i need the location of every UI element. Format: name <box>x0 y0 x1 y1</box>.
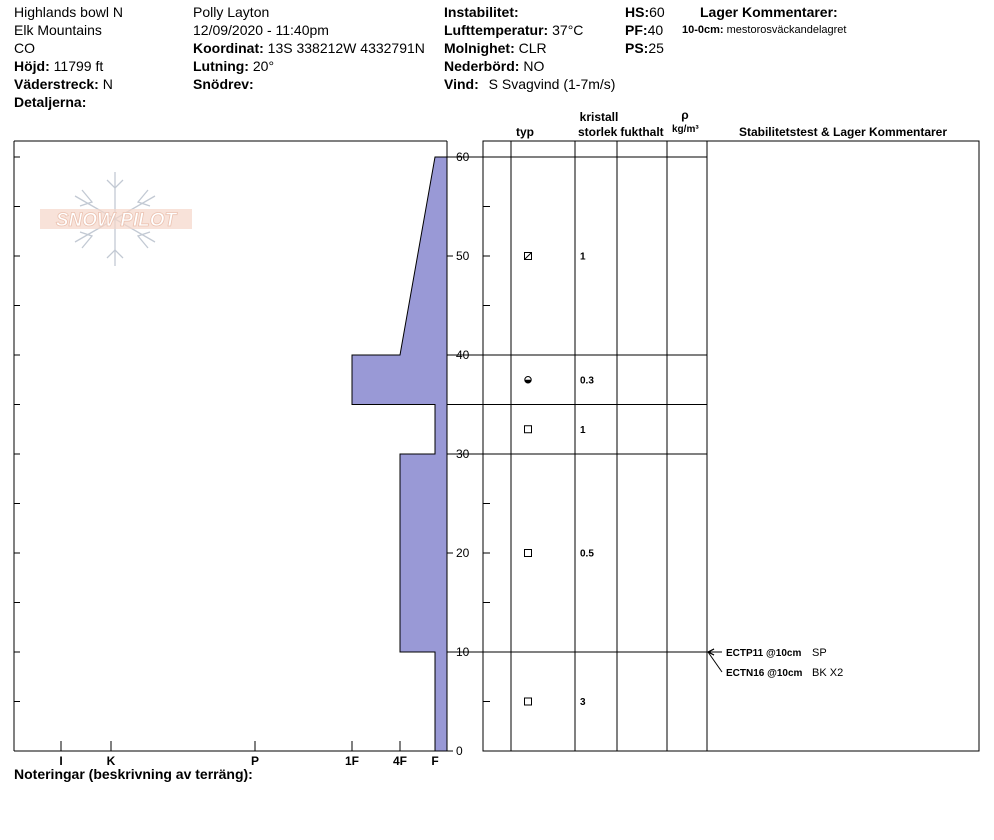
layer-row <box>525 252 587 263</box>
depth-tick-label: 60 <box>456 150 470 164</box>
ps-value: 25 <box>648 40 664 56</box>
depth-tick-label: 40 <box>456 348 470 362</box>
precip-label: Nederbörd: <box>444 58 520 74</box>
col-header-crystal: kristall <box>579 110 619 124</box>
grain-square <box>525 426 532 433</box>
hardness-profile <box>352 157 447 751</box>
layer-row <box>525 549 595 560</box>
faceted-icon <box>525 550 532 557</box>
state: CO <box>14 40 35 56</box>
layer-row <box>525 375 595 386</box>
observer: Polly Layton <box>193 4 270 20</box>
stability-tests <box>708 647 843 679</box>
pf-value: 40 <box>647 22 664 38</box>
slope-label: Lutning: <box>193 58 249 74</box>
hs-label: HS: <box>625 4 650 20</box>
coord-value: 13S 338212W 4332791N <box>267 40 425 56</box>
melt-form-icon <box>525 377 531 383</box>
layer-rows <box>525 252 595 709</box>
hardness-tick-label: P <box>250 754 260 768</box>
drift-label: Snödrev: <box>193 76 254 92</box>
faceted-icon <box>525 698 532 705</box>
stability-test <box>708 647 827 659</box>
grain-square <box>525 698 532 705</box>
wind-label: Vind: <box>444 76 479 92</box>
stability-test-note: BK X2 <box>812 667 844 679</box>
depth-tick-label: 10 <box>456 645 470 659</box>
hardness-axis <box>59 741 438 768</box>
airtemp-label: Lufttemperatur: <box>444 22 549 38</box>
cloud-value: CLR <box>518 40 547 56</box>
hardness-tick-label: F <box>431 754 439 768</box>
layer-comment-depth: 10-0cm: <box>682 24 724 36</box>
hardness-tick-label: 1F <box>344 754 360 768</box>
hardness-tick-label: 4F <box>392 754 408 768</box>
grain-square <box>525 550 532 557</box>
aspect-value: N <box>102 76 113 92</box>
snowpilot-logo <box>40 172 192 266</box>
slope-value: 20° <box>252 58 275 74</box>
grain-size: 0.5 <box>580 548 594 560</box>
logo-text: SNOW PILOT <box>55 210 177 231</box>
ps-label: PS: <box>625 40 649 56</box>
hardness-fill <box>352 157 447 751</box>
col-header-density-unit: kg/m³ <box>672 124 699 135</box>
mountain-range: Elk Mountains <box>14 22 102 38</box>
stability-test-note: SP <box>812 647 827 659</box>
precip-value: NO <box>523 58 545 74</box>
grain-size: 3 <box>580 697 586 708</box>
col-header-stability: Stabilitetstest & Lager Kommentarer <box>738 125 948 139</box>
layer-row <box>525 697 587 708</box>
col-header-size: storlek <box>578 125 618 139</box>
instability-label: Instabilitet: <box>444 4 519 20</box>
layer-row <box>525 425 587 436</box>
faceted-icon <box>525 426 532 433</box>
grain-size: 1 <box>580 424 586 436</box>
stability-test-label: ECTN16 @10cm <box>726 668 803 679</box>
datetime: 12/09/2020 - 11:40pm <box>193 22 329 38</box>
stability-pointer <box>708 652 722 672</box>
hardness-tick-label: I <box>59 754 63 768</box>
coord-label: Koordinat: <box>193 40 264 56</box>
col-header-moisture: fukthalt <box>620 125 664 139</box>
hardness-tick-label: K <box>106 754 116 768</box>
layer-boundaries <box>447 157 707 652</box>
hs-value: 60 <box>649 4 665 20</box>
airtemp-value: 37°C <box>552 22 584 38</box>
cloud-label: Molnighet: <box>444 40 515 56</box>
wind-value: S Svagvind (1-7m/s) <box>488 76 616 92</box>
col-header-type: typ <box>516 125 534 139</box>
location-name: Highlands bowl N <box>14 4 123 20</box>
faceted-rounded-icon <box>525 253 532 260</box>
elevation-value: 11799 ft <box>53 58 104 74</box>
depth-tick-label: 20 <box>456 546 470 560</box>
layer-comment-text: mestorosväckandelagret <box>726 24 847 36</box>
depth-tick-label: 50 <box>456 249 470 263</box>
stability-test-label: ECTP11 @10cm <box>726 648 802 659</box>
details-label: Detaljerna: <box>14 94 87 110</box>
depth-tick-label: 0 <box>456 744 463 758</box>
grain-diagonal <box>525 253 532 260</box>
layer-comments-title: Lager Kommentarer: <box>700 4 838 20</box>
elevation-label: Höjd: <box>14 58 50 74</box>
col-header-rho: ρ <box>681 108 689 122</box>
depth-tick-label: 30 <box>456 447 470 461</box>
aspect-label: Väderstreck: <box>14 76 99 92</box>
grain-size: 1 <box>580 251 586 263</box>
notes-label: Noteringar (beskrivning av terräng): <box>14 766 253 782</box>
grain-size: 0.3 <box>580 375 594 387</box>
left-axis-ticks <box>14 157 20 751</box>
pf-label: PF: <box>625 22 648 38</box>
